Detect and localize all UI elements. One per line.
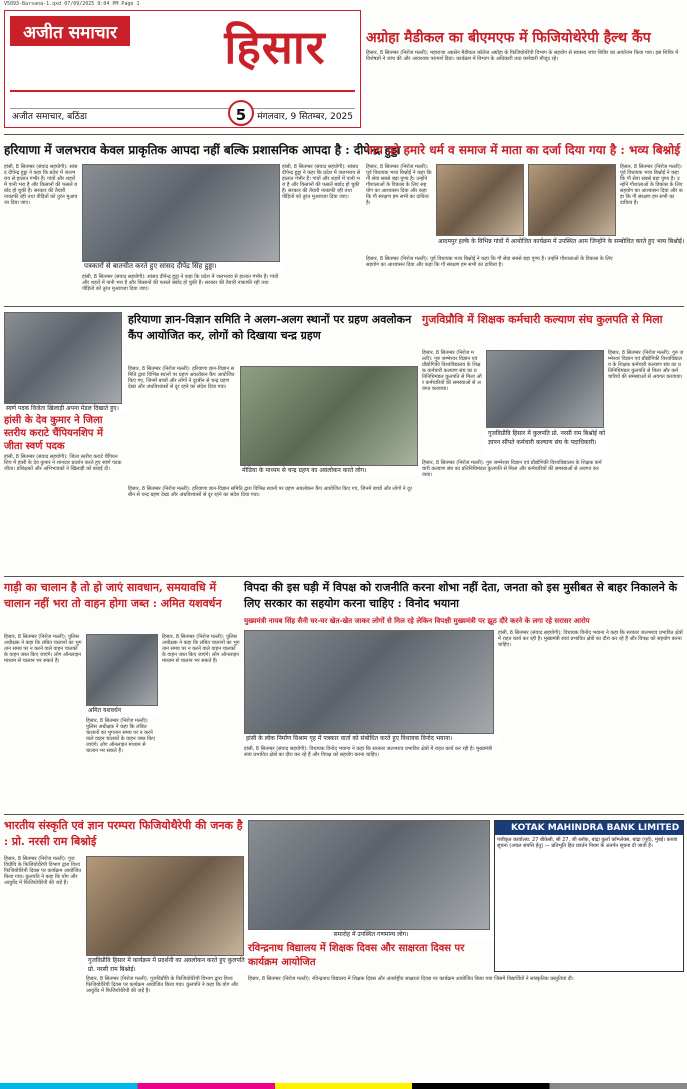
vigyan-photo <box>240 366 418 466</box>
hooda-photo <box>82 164 280 262</box>
guju-photo <box>486 350 604 428</box>
date-label: मंगलवार, 9 सितम्बर, 2025 <box>257 112 353 122</box>
ravindra-body: हिसार, 8 सितम्बर (निरोज मल्ली): रविन्द्रनाथ विद्यालय में शिक्षक दिवस और अंतर्राष्ट्रीय साक्षरता दिवस पर कार्यक्रम आयोजित किया गया जिसमें विद्यार्थियों ने सांस्कृतिक प्रस्तुतियां दीं। <box>248 976 574 982</box>
gaay-photo-1 <box>436 164 524 236</box>
divider <box>4 814 684 815</box>
print-color-bar <box>0 1083 687 1089</box>
gaay-body: हिसार, 8 सितम्बर (निरोज मल्ली): पूर्व विधायक भव्य बिश्नोई ने कहा कि गौ सेवा सबसे बड़ा पुण्य है। उन्होंने गौशालाओं के विकास के लिए सहयोग का आश्वासन दिया और कहा कि गौ संरक्षण हम सभी का दायित्व है। <box>366 164 432 206</box>
gaay-headline: गाय को हमारे धर्म व समाज में माता का दर्जा दिया गया है : भव्य बिश्नोई <box>366 143 681 157</box>
guju-caption: गुजविप्रौवि हिसार में कुलपति प्रो. नरसी राम बिश्नोई को ज्ञापन सौंपते कर्मचारी कल्याण संघ के पदाधिकारी। <box>486 429 608 457</box>
gaay-photo-2 <box>528 164 616 236</box>
guju-body-right: हिसार, 8 सितम्बर (निरोज मल्ली): गुरु जम्भेश्वर विज्ञान एवं प्रौद्योगिकी विश्वविद्यालय के शिक्षक कर्मचारी कल्याण संघ का प्रतिनिधिमंडल कुलपति से मिला और कर्मचारियों की समस्याओं से अवगत करवाया। <box>608 350 684 380</box>
guju-body: हिसार, 8 सितम्बर (निरोज मल्ली): गुरु जम्भेश्वर विज्ञान एवं प्रौद्योगिकी विश्वविद्यालय के शिक्षक कर्मचारी कल्याण संघ का प्रतिनिधिमंडल कुलपति से मिला और कर्मचारियों की समस्याओं से अवगत करवाया। <box>422 350 482 392</box>
vigyan-headline: हरियाणा ज्ञान-विज्ञान समिति ने अलग-अलग स्थानों पर ग्रहण अवलोकन कैंप आयोजित कर, लोगों को दिखाया चन्द्र ग्रहण <box>128 313 412 342</box>
agroha-headline: अग्रोहा मैडीकल का बीएमएफ में फिजियोथेरेपी हैल्थ कैंप <box>366 30 651 46</box>
divider <box>4 134 684 135</box>
hooda-body-continued: हांसी, 8 सितम्बर (संवाद सहयोगी): सांसद दीपेन्द्र हुड्डा ने कहा कि प्रदेश में जलभराव से हालात गंभीर हैं। गांवों और शहरों में पानी भरा है और किसानों की फसलें बर्बाद हो चुकी हैं। सरकार की तैयारी नाकाफी रही तथा पीड़ितों को तुरंत मुआवजा दिया जाए। <box>282 164 361 200</box>
vipada-caption: हांसी के लोक निर्माण विश्राम गृह में पत्रकार वार्ता को संबोधित करते हुए विधायक विनोद भयाना। <box>244 734 498 743</box>
vigyan-body: हिसार, 8 सितम्बर (निरोज मल्ली): हरियाणा ज्ञान-विज्ञान समिति द्वारा विभिन्न स्थानों पर ग्रहण अवलोकन कैंप आयोजित किए गए, जिनमें बच्चों और लोगों ने दूरबीन से चन्द्र ग्रहण देखा और अंधविश्वासों से दूर रहने का संदेश दिया गया। <box>128 366 235 390</box>
vipada-photo <box>244 630 494 734</box>
karate-photo <box>4 312 122 404</box>
hooda-body: हांसी, 8 सितम्बर (संवाद सहयोगी): सांसद दीपेन्द्र हुड्डा ने कहा कि प्रदेश में जलभराव से हालात गंभीर हैं। गांवों और शहरों में पानी भरा है और किसानों की फसलें बर्बाद हो चुकी हैं। सरकार की तैयारी नाकाफी रही तथा पीड़ितों को तुरंत मुआवजा दिया जाए। <box>4 164 78 206</box>
vipada-headline: विपदा की इस घड़ी में विपक्ष को राजनीति करना शोभा नहीं देता, जनता को इस मुसीबत से बाहर निकालने के लिए सरकार का सहयोग करना चाहिए : विनोद भयाना <box>244 581 678 610</box>
hooda-body-lower: हांसी, 8 सितम्बर (संवाद सहयोगी): सांसद दीपेन्द्र हुड्डा ने कहा कि प्रदेश में जलभराव से हालात गंभीर हैं। गांवों और शहरों में पानी भरा है और किसानों की फसलें बर्बाद हो चुकी हैं। सरकार की तैयारी नाकाफी रही तथा पीड़ितों को तुरंत मुआवजा दिया जाए। <box>82 274 279 292</box>
gaay-body-right: हिसार, 8 सितम्बर (निरोज मल्ली): पूर्व विधायक भव्य बिश्नोई ने कहा कि गौ सेवा सबसे बड़ा पुण्य है। उन्होंने गौशालाओं के विकास के लिए सहयोग का आश्वासन दिया और कहा कि गौ संरक्षण हम सभी का दायित्व है। <box>620 164 683 206</box>
ravindra-headline: रविन्द्रनाथ विद्यालय में शिक्षक दिवस और साक्षरता दिवस पर कार्यक्रम आयोजित <box>248 943 465 968</box>
masthead-rule <box>10 90 355 92</box>
sanskriti-photo <box>86 856 244 956</box>
gaay-body-lower: हिसार, 8 सितम्बर (निरोज मल्ली): पूर्व विधायक भव्य बिश्नोई ने कहा कि गौ सेवा सबसे बड़ा पुण्य है। उन्होंने गौशालाओं के विकास के लिए सहयोग का आश्वासन दिया और कहा कि गौ संरक्षण हम सभी का दायित्व है। <box>366 256 613 268</box>
vipada-body: हांसी, 8 सितम्बर (संवाद सहयोगी): विधायक विनोद भयाना ने कहा कि सरकार जलभराव प्रभावित क्षेत्रों में राहत कार्य कर रही है। मुख्यमंत्री स्वयं प्रभावित क्षेत्रों का दौरा कर रहे हैं और विपक्ष को सहयोग करना चाहिए। <box>498 630 683 648</box>
karate-headline: हांसी के देव कुमार ने जिला स्तरीय कराटे चैंपियनशिप में जीता स्वर्ण पदक <box>4 415 103 452</box>
hooda-caption: पत्रकारों से बातचीत करते हुए सांसद दीपेंद्र सिंह हुड्डा। <box>82 262 284 271</box>
sanskriti-caption: गुजविप्रौवि हिसार में कार्यक्रम में प्रदर्शनी का अवलोकन करते हुए कुलपति प्रो. नरसी राम बिश्नोई। <box>86 956 248 974</box>
gaay-caption: आदमपुर हल्के के विभिन्न गांवों में आयोजित कार्यक्रम में उपस्थित आम जिन्होंने के सम्बोधित करते हुए भव्य बिश्नोई। <box>438 238 685 245</box>
challan-caption: अमित यशवर्धन <box>86 706 162 715</box>
vigyan-body-lower: हिसार, 8 सितम्बर (निरोज मल्ली): हरियाणा ज्ञान-विज्ञान समिति द्वारा विभिन्न स्थानों पर ग्रहण अवलोकन कैंप आयोजित किए गए, जिनमें बच्चों और लोगों ने दूरबीन से चन्द्र ग्रहण देखा और अंधविश्वासों से दूर रहने का संदेश दिया गया। <box>128 486 412 498</box>
ad-header: KOTAK MAHINDRA BANK LIMITED <box>495 821 683 835</box>
sanskriti-headline: भारतीय संस्कृति एवं ज्ञान परम्परा फिजियोथैरेपी की जनक है : प्रो. नरसी राम बिश्नोई <box>4 819 243 848</box>
ad-text: पंजीकृत कार्यालय: 27 बीकेसी, सी 27, जी ब्लॉक, बांद्रा कुर्ला कॉम्प्लेक्स, बांद्रा (पूर्व), मुंबई। कब्जा सूचना (अचल संपत्ति हेतु) — प्रतिभूति हित प्रवर्तन नियम के अंतर्गत सूचना दी जाती है। <box>497 837 678 849</box>
challan-body-mid: हिसार, 8 सितम्बर (निरोज मल्ली): पुलिस अधीक्षक ने कहा कि लंबित चालानों का भुगतान समय पर न करने वाले वाहन चालकों के वाहन जब्त किए जाएंगे। लोग ऑनलाइन माध्यम से चालान भर सकते हैं। <box>86 718 156 754</box>
ravindra-photo <box>248 820 490 930</box>
kotak-ad <box>494 820 684 972</box>
guju-body-lower: हिसार, 8 सितम्बर (निरोज मल्ली): गुरु जम्भेश्वर विज्ञान एवं प्रौद्योगिकी विश्वविद्यालय के शिक्षक कर्मचारी कल्याण संघ का प्रतिनिधिमंडल कुलपति से मिला और कर्मचारियों की समस्याओं से अवगत करवाया। <box>422 460 602 478</box>
challan-headline: गाड़ी का चालान है तो हो जाएं सावधान, समयावधि में चालान नहीं भरा तो वाहन होगा जब्त : अमित यशवर्धन <box>4 581 222 610</box>
vipada-body-lower: हांसी, 8 सितम्बर (संवाद सहयोगी): विधायक विनोद भयाना ने कहा कि सरकार जलभराव प्रभावित क्षेत्रों में राहत कार्य कर रही है। मुख्यमंत्री स्वयं प्रभावित क्षेत्रों का दौरा कर रहे हैं और विपक्ष को सहयोग करना चाहिए। <box>244 746 493 758</box>
karate-caption: स्वर्ण पदक विजेता खिलाड़ी अपना मेडल दिखाते हुए। <box>4 404 126 413</box>
agroha-body: हिसार, 8 सितम्बर (निरोज मल्ली): महाराजा अग्रसेन मैडीकल कॉलेज अग्रोहा के फिजियोथेरेपी विभाग के सहयोग से स्वास्थ्य जांच शिविर का आयोजन किया गया। इस शिविर में विशेषज्ञों ने जांच की और आवश्यक परामर्श दिया। कार्यक्रम में विभाग के अधिकारी तथा कर्मचारी मौजूद रहे। <box>366 50 679 62</box>
divider <box>4 576 684 577</box>
page-number: 5 <box>228 100 254 126</box>
guju-headline: गुजविप्रौवि में शिक्षक कर्मचारी कल्याण संघ कुलपति से मिला <box>422 313 663 326</box>
sanskriti-body: हिसार, 8 सितम्बर (निरोज मल्ली): गुजविप्रौवि के फिजियोथैरेपी विभाग द्वारा विश्व फिजियोथैरेपी दिवस पर कार्यक्रम आयोजित किया गया। कुलपति ने कहा कि योग और आयुर्वेद में फिजियोथैरेपी की जड़ें हैं। <box>4 856 82 886</box>
ravindra-caption: समारोह में उपस्थित गणमान्य लोग। <box>248 930 494 939</box>
print-slug: V5093-Barsana-1.qxd 07/09/2025 9:04 PM Page 1 <box>4 1 140 7</box>
sanskriti-body-lower: हिसार, 8 सितम्बर (निरोज मल्ली): गुजविप्रौवि के फिजियोथैरेपी विभाग द्वारा विश्व फिजियोथैरेपी दिवस पर कार्यक्रम आयोजित किया गया। कुलपति ने कहा कि योग और आयुर्वेद में फिजियोथैरेपी की जड़ें हैं। <box>86 976 239 994</box>
challan-photo <box>86 634 158 706</box>
vipada-subheadline: मुख्यमंत्री नायब सिंह सैनी घर-घर खेत-खेत जाकर लोगों से मिल रहे लेकिन विपक्षी मुख्यमंत्री पर झूठ दौरे करने के लगा रहे सरासर आरोप <box>244 616 590 625</box>
brand-logo: अजीत समाचार <box>10 16 130 46</box>
edition-label: अजीत समाचार, बठिंडा <box>12 112 87 122</box>
vigyan-caption: मीडिया के माध्यम से चन्द्र ग्रहण का अवलोकन करते लोग। <box>240 466 422 475</box>
karate-body: हांसी, 8 सितम्बर (संवाद सहयोगी): जिला स्तरीय कराटे चैंपियनशिप में हांसी के देव कुमार ने शानदार प्रदर्शन करते हुए स्वर्ण पदक जीता। प्रशिक्षकों और अभिभावकों ने खिलाड़ी को बधाई दी। <box>4 454 122 472</box>
masthead-info-bar <box>10 108 355 125</box>
challan-body-right: हिसार, 8 सितम्बर (निरोज मल्ली): पुलिस अधीक्षक ने कहा कि लंबित चालानों का भुगतान समय पर न करने वाले वाहन चालकों के वाहन जब्त किए जाएंगे। लोग ऑनलाइन माध्यम से चालान भर सकते हैं। <box>162 634 240 664</box>
city-title: हिसार <box>224 20 326 74</box>
hooda-headline: हरियाणा में जलभराव केवल प्राकृतिक आपदा नहीं बल्कि प्रशासनिक आपदा है : दीपेन्द्र हुड्डा <box>4 143 401 157</box>
divider <box>4 306 684 307</box>
challan-body: हिसार, 8 सितम्बर (निरोज मल्ली): पुलिस अधीक्षक ने कहा कि लंबित चालानों का भुगतान समय पर न करने वाले वाहन चालकों के वाहन जब्त किए जाएंगे। लोग ऑनलाइन माध्यम से चालान भर सकते हैं। <box>4 634 82 664</box>
